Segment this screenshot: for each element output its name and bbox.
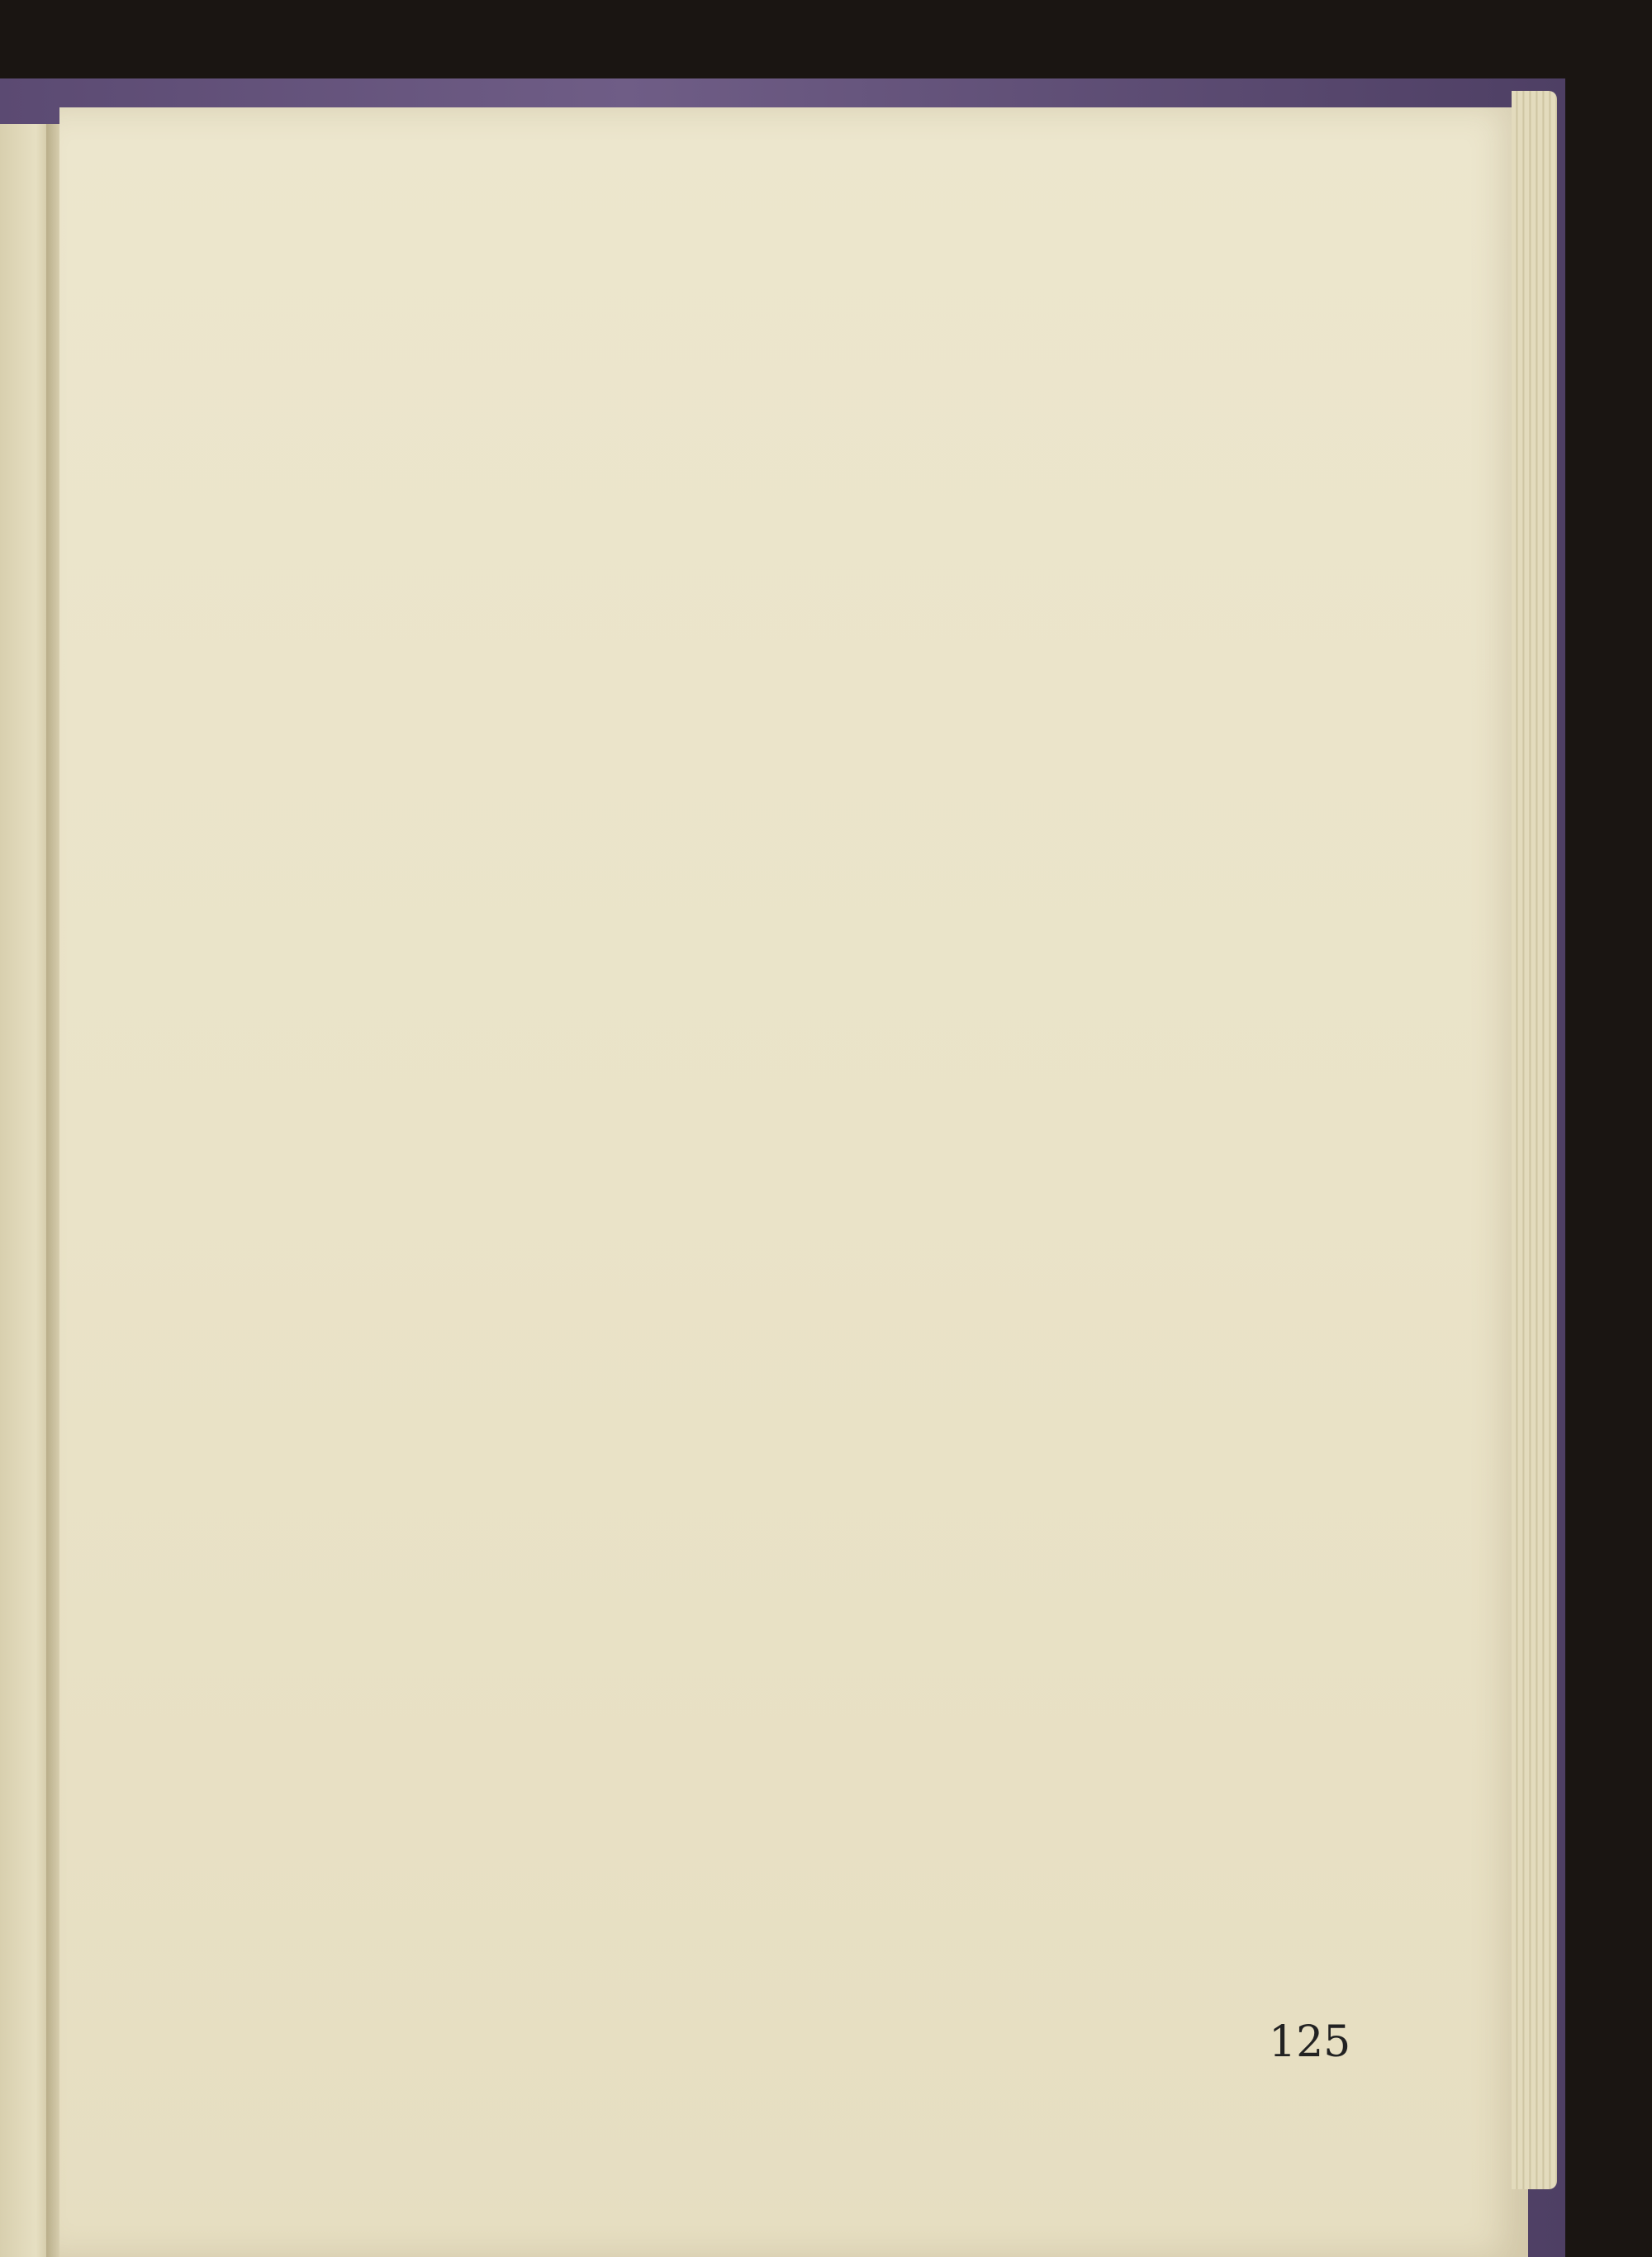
facing-page-edge xyxy=(0,124,51,2257)
page-edges xyxy=(1512,91,1557,2189)
page-number: 125 xyxy=(1269,2017,1351,2067)
page-text-body xyxy=(231,281,1334,1983)
